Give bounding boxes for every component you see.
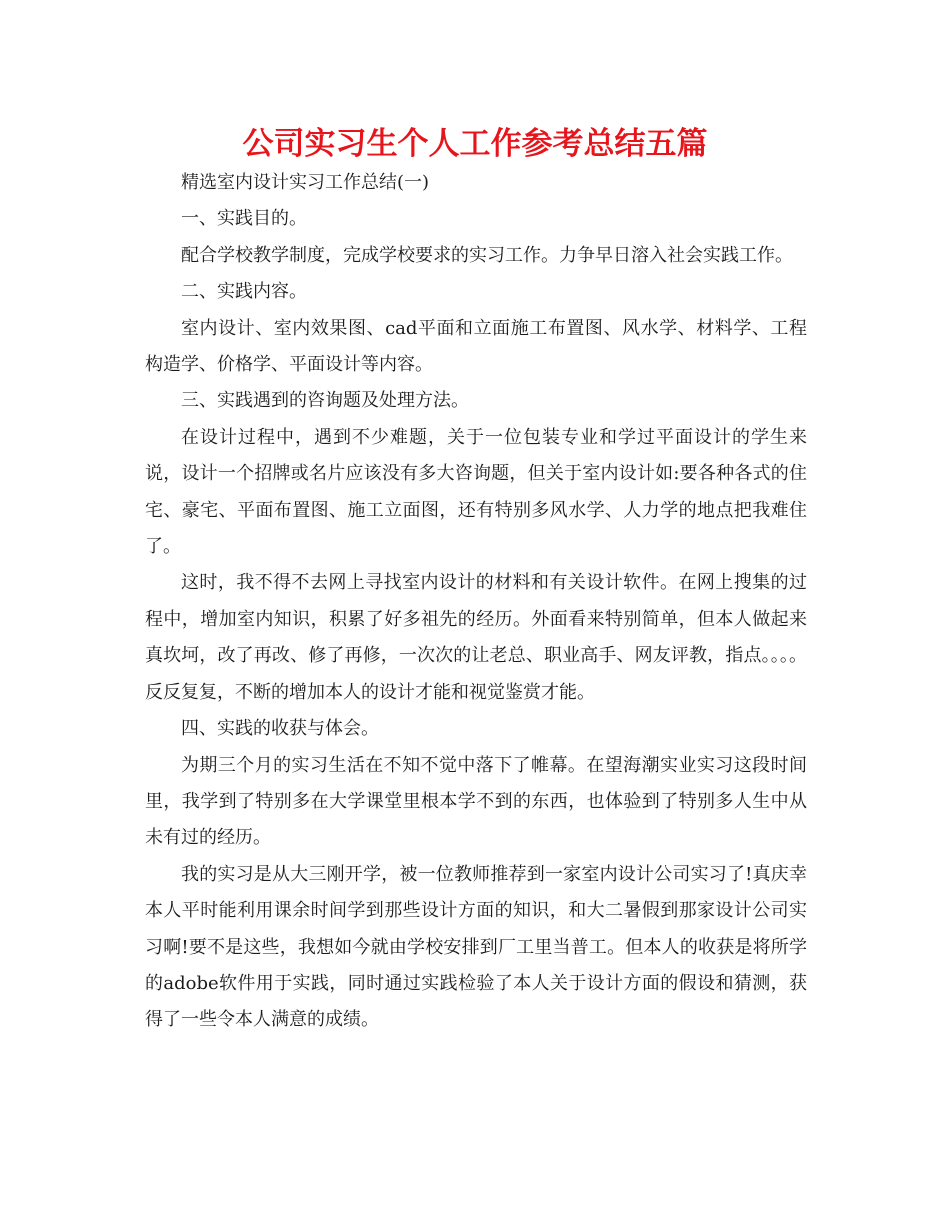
paragraph-section-heading-4: 四、实践的收获与体会。: [181, 718, 379, 740]
paragraph-section-heading-3: 三、实践遇到的咨询题及处理方法。: [181, 390, 469, 412]
paragraph: 室内设计、室内效果图、cad平面和立面施工布置图、风水学、材料学、工程构造学、价格学、平面设计等内容。: [145, 317, 807, 376]
document-body: [145, 165, 807, 1039]
paragraph-subtitle: 精选室内设计实习工作总结(一): [181, 172, 430, 193]
paragraph-section-heading-2: 二、实践内容。: [181, 281, 307, 303]
paragraph-section-heading-1: 一、实践目的。: [181, 208, 307, 230]
paragraph: 这时，我不得不去网上寻找室内设计的材料和有关设计软件。在网上搜集的过程中，增加室内知识，积累了好多祖先的经历。外面看来特别简单，但本人做起来真坎坷，改了再改、修了再修，一次次的让老总、职业高手、网友评教，指点。。。。反反复复，不断的增加本人的设计才能和视觉鉴赏才能。: [145, 572, 807, 703]
paragraph: 在设计过程中，遇到不少难题，关于一位包装专业和学过平面设计的学生来说，设计一个招牌或名片应该没有多大咨询题，但关于室内设计如:要各种各式的住宅、豪宅、平面布置图、施工立面图，还有特别多风水学、人力学的地点把我难住了。: [145, 426, 807, 558]
paragraph: 配合学校教学制度，完成学校要求的实习工作。力争早日溶入社会实践工作。: [181, 244, 793, 266]
paragraph: 我的实习是从大三刚开学，被一位教师推荐到一家室内设计公司实习了!真庆幸本人平时能利用课余时间学到那些设计方面的知识，和大二暑假到那家设计公司实习啊!要不是这些，我想如今就由学校安排到厂工里当普工。但本人的收获是将所学的adobe软件用于实践，同时通过实践检验了本人关于设计方面的假设和猜测，获得了一些令本人满意的成绩。: [145, 863, 807, 1031]
document-title: 公司实习生个人工作参考总结五篇: [242, 126, 708, 162]
paragraph: 为期三个月的实习生活在不知不觉中落下了帷幕。在望海潮实业实习这段时间里，我学到了特别多在大学课堂里根本学不到的东西，也体验到了特别多人生中从未有过的经历。: [145, 754, 807, 849]
